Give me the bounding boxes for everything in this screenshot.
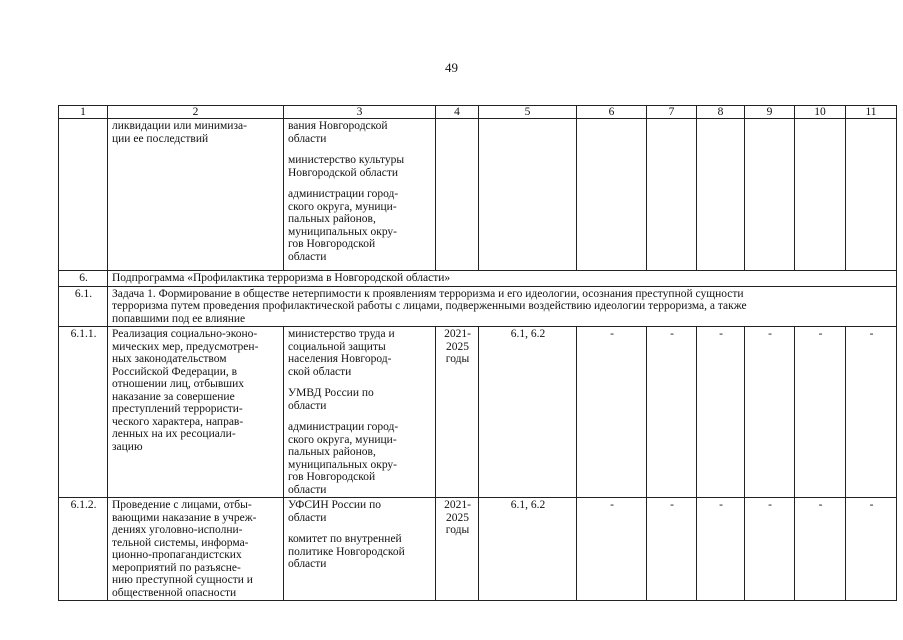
text-line: ческого характера, направ- <box>112 415 244 428</box>
data-cell: - <box>795 498 846 601</box>
activity-name-cell <box>108 327 284 498</box>
row-number-cell: 6. <box>59 271 108 287</box>
text-line: ции ее последствий <box>112 132 209 145</box>
column-number: 4 <box>436 106 479 119</box>
text-line: Проведение с лицами, отбы- <box>112 499 252 511</box>
row-number-cell: 6.1.1. <box>59 327 108 498</box>
data-cell <box>577 119 647 271</box>
text-line: 2021- <box>444 499 471 511</box>
text-line: Российской Федерации, в <box>112 365 238 378</box>
text-line: министерство труда и <box>288 328 395 340</box>
text-line: области <box>288 558 327 570</box>
page-number: 49 <box>445 60 458 75</box>
text-line: мических мер, предусмотрен- <box>112 340 259 353</box>
data-cell <box>697 119 745 271</box>
text-line: отношении лиц, отбывших <box>112 378 245 390</box>
text-line: УМВД России по <box>288 387 374 399</box>
column-number: 7 <box>647 106 697 119</box>
text-line: ликвидации или минимиза- <box>112 120 247 132</box>
text-line: терроризма путем проведения профилактической работы с лицами, подверженными воздействию идеологии терроризма, а также <box>112 300 747 312</box>
row-number-cell: 6.1.2. <box>59 498 108 601</box>
column-number-row <box>59 106 897 119</box>
column-number: 8 <box>697 106 745 119</box>
executor-paragraph <box>288 154 432 179</box>
text-line: мероприятий по разъясне- <box>112 561 241 574</box>
column-number: 11 <box>846 106 897 119</box>
subprogram-title: Подпрограмма «Профилактика терроризма в Новгородской области» <box>108 271 897 287</box>
text-line: 2025 <box>446 511 469 524</box>
column-number: 6 <box>577 106 647 119</box>
text-line: муниципальных окру- <box>288 225 398 238</box>
executor-paragraph <box>288 188 432 263</box>
text-line: Задача 1. Формирование в обществе нетерпимости к проявлениям терроризма и его идеологии, осознания преступной сущности <box>112 287 744 300</box>
data-cell <box>846 119 897 271</box>
text-line: пальных районов, <box>288 446 376 458</box>
executor-paragraph <box>288 120 432 145</box>
text-line: Новгородской области <box>288 166 399 179</box>
period-cell <box>436 119 479 271</box>
period-cell <box>436 498 479 601</box>
text-line: нию преступной сущности и <box>112 574 253 586</box>
text-line: ского округа, муници- <box>288 433 397 446</box>
text-line: муниципальных окру- <box>288 458 398 471</box>
text-line: общественной опасности <box>112 586 237 599</box>
continuation-row <box>59 119 897 271</box>
executor-cell <box>284 327 436 498</box>
row-number-cell: 6.1. <box>59 286 108 327</box>
text-line: наказание за совершение <box>112 390 235 403</box>
program-table <box>58 105 897 601</box>
target-indicator-cell: 6.1, 6.2 <box>479 498 577 601</box>
text-line: ского округа, муници- <box>288 200 397 213</box>
text-line: гов Новгородской <box>288 238 376 250</box>
data-cell: - <box>697 327 745 498</box>
text-line: области <box>288 250 327 263</box>
data-cell: - <box>846 327 897 498</box>
executor-paragraph <box>288 387 432 412</box>
target-indicator-cell <box>479 119 577 271</box>
activity-name-cell <box>108 498 284 601</box>
text-line: политике Новгородской <box>288 545 405 558</box>
text-line: пальных районов, <box>288 213 376 225</box>
text-line: 2025 <box>446 340 469 353</box>
data-cell: - <box>577 498 647 601</box>
data-cell <box>745 119 795 271</box>
text-line: вания Новгородской <box>288 120 388 132</box>
data-cell <box>647 119 697 271</box>
text-line: комитет по внутренней <box>288 533 402 545</box>
activity-name-cell <box>108 119 284 271</box>
task-text <box>108 286 897 327</box>
text-line: области <box>288 483 327 496</box>
activity-row <box>59 327 897 498</box>
text-line: зацию <box>112 440 143 453</box>
text-line: области <box>288 399 327 412</box>
text-line: населения Новгород- <box>288 353 392 365</box>
task-row <box>59 286 897 327</box>
executor-paragraph <box>288 328 432 378</box>
activity-row <box>59 498 897 601</box>
text-line: 2021- <box>444 328 471 340</box>
text-line: ской области <box>288 365 352 378</box>
column-number: 5 <box>479 106 577 119</box>
text-line: Реализация социально-эконо- <box>112 328 258 340</box>
subprogram-row <box>59 271 897 287</box>
data-cell <box>795 119 846 271</box>
text-line: годы <box>445 524 470 536</box>
data-cell: - <box>647 498 697 601</box>
text-line: министерство культуры <box>288 154 405 166</box>
row-number-cell <box>59 119 108 271</box>
column-number: 3 <box>284 106 436 119</box>
executor-cell <box>284 498 436 601</box>
column-number: 2 <box>108 106 284 119</box>
text-line: гов Новгородской <box>288 471 376 483</box>
text-line: ционно-пропагандистских <box>112 549 242 561</box>
executor-paragraph <box>288 533 432 571</box>
executor-paragraph <box>288 421 432 496</box>
data-cell: - <box>697 498 745 601</box>
data-cell: - <box>647 327 697 498</box>
text-line: годы <box>445 353 470 365</box>
text-line: вающими наказание в учреж- <box>112 511 257 524</box>
text-line: попавшими под ее влияние <box>112 312 246 325</box>
column-number: 10 <box>795 106 846 119</box>
text-line: области <box>288 132 327 145</box>
text-line: социальной защиты <box>288 340 386 353</box>
column-number: 9 <box>745 106 795 119</box>
period-cell <box>436 327 479 498</box>
data-cell: - <box>745 498 795 601</box>
target-indicator-cell: 6.1, 6.2 <box>479 327 577 498</box>
text-line: УФСИН России по <box>288 499 381 511</box>
text-line: администрации город- <box>288 188 399 200</box>
data-cell: - <box>846 498 897 601</box>
text-line: области <box>288 511 327 524</box>
executor-paragraph <box>288 499 432 524</box>
data-cell: - <box>745 327 795 498</box>
text-line: администрации город- <box>288 421 399 433</box>
data-cell: - <box>577 327 647 498</box>
text-line: дениях уголовно-исполни- <box>112 524 243 536</box>
text-line: преступлений террористи- <box>112 403 243 415</box>
text-line: ных законодательством <box>112 353 227 365</box>
text-line: тельной системы, информа- <box>112 536 249 549</box>
column-number: 1 <box>59 106 108 119</box>
text-line: ленных на их ресоциали- <box>112 428 236 440</box>
executor-cell <box>284 119 436 271</box>
data-cell: - <box>795 327 846 498</box>
